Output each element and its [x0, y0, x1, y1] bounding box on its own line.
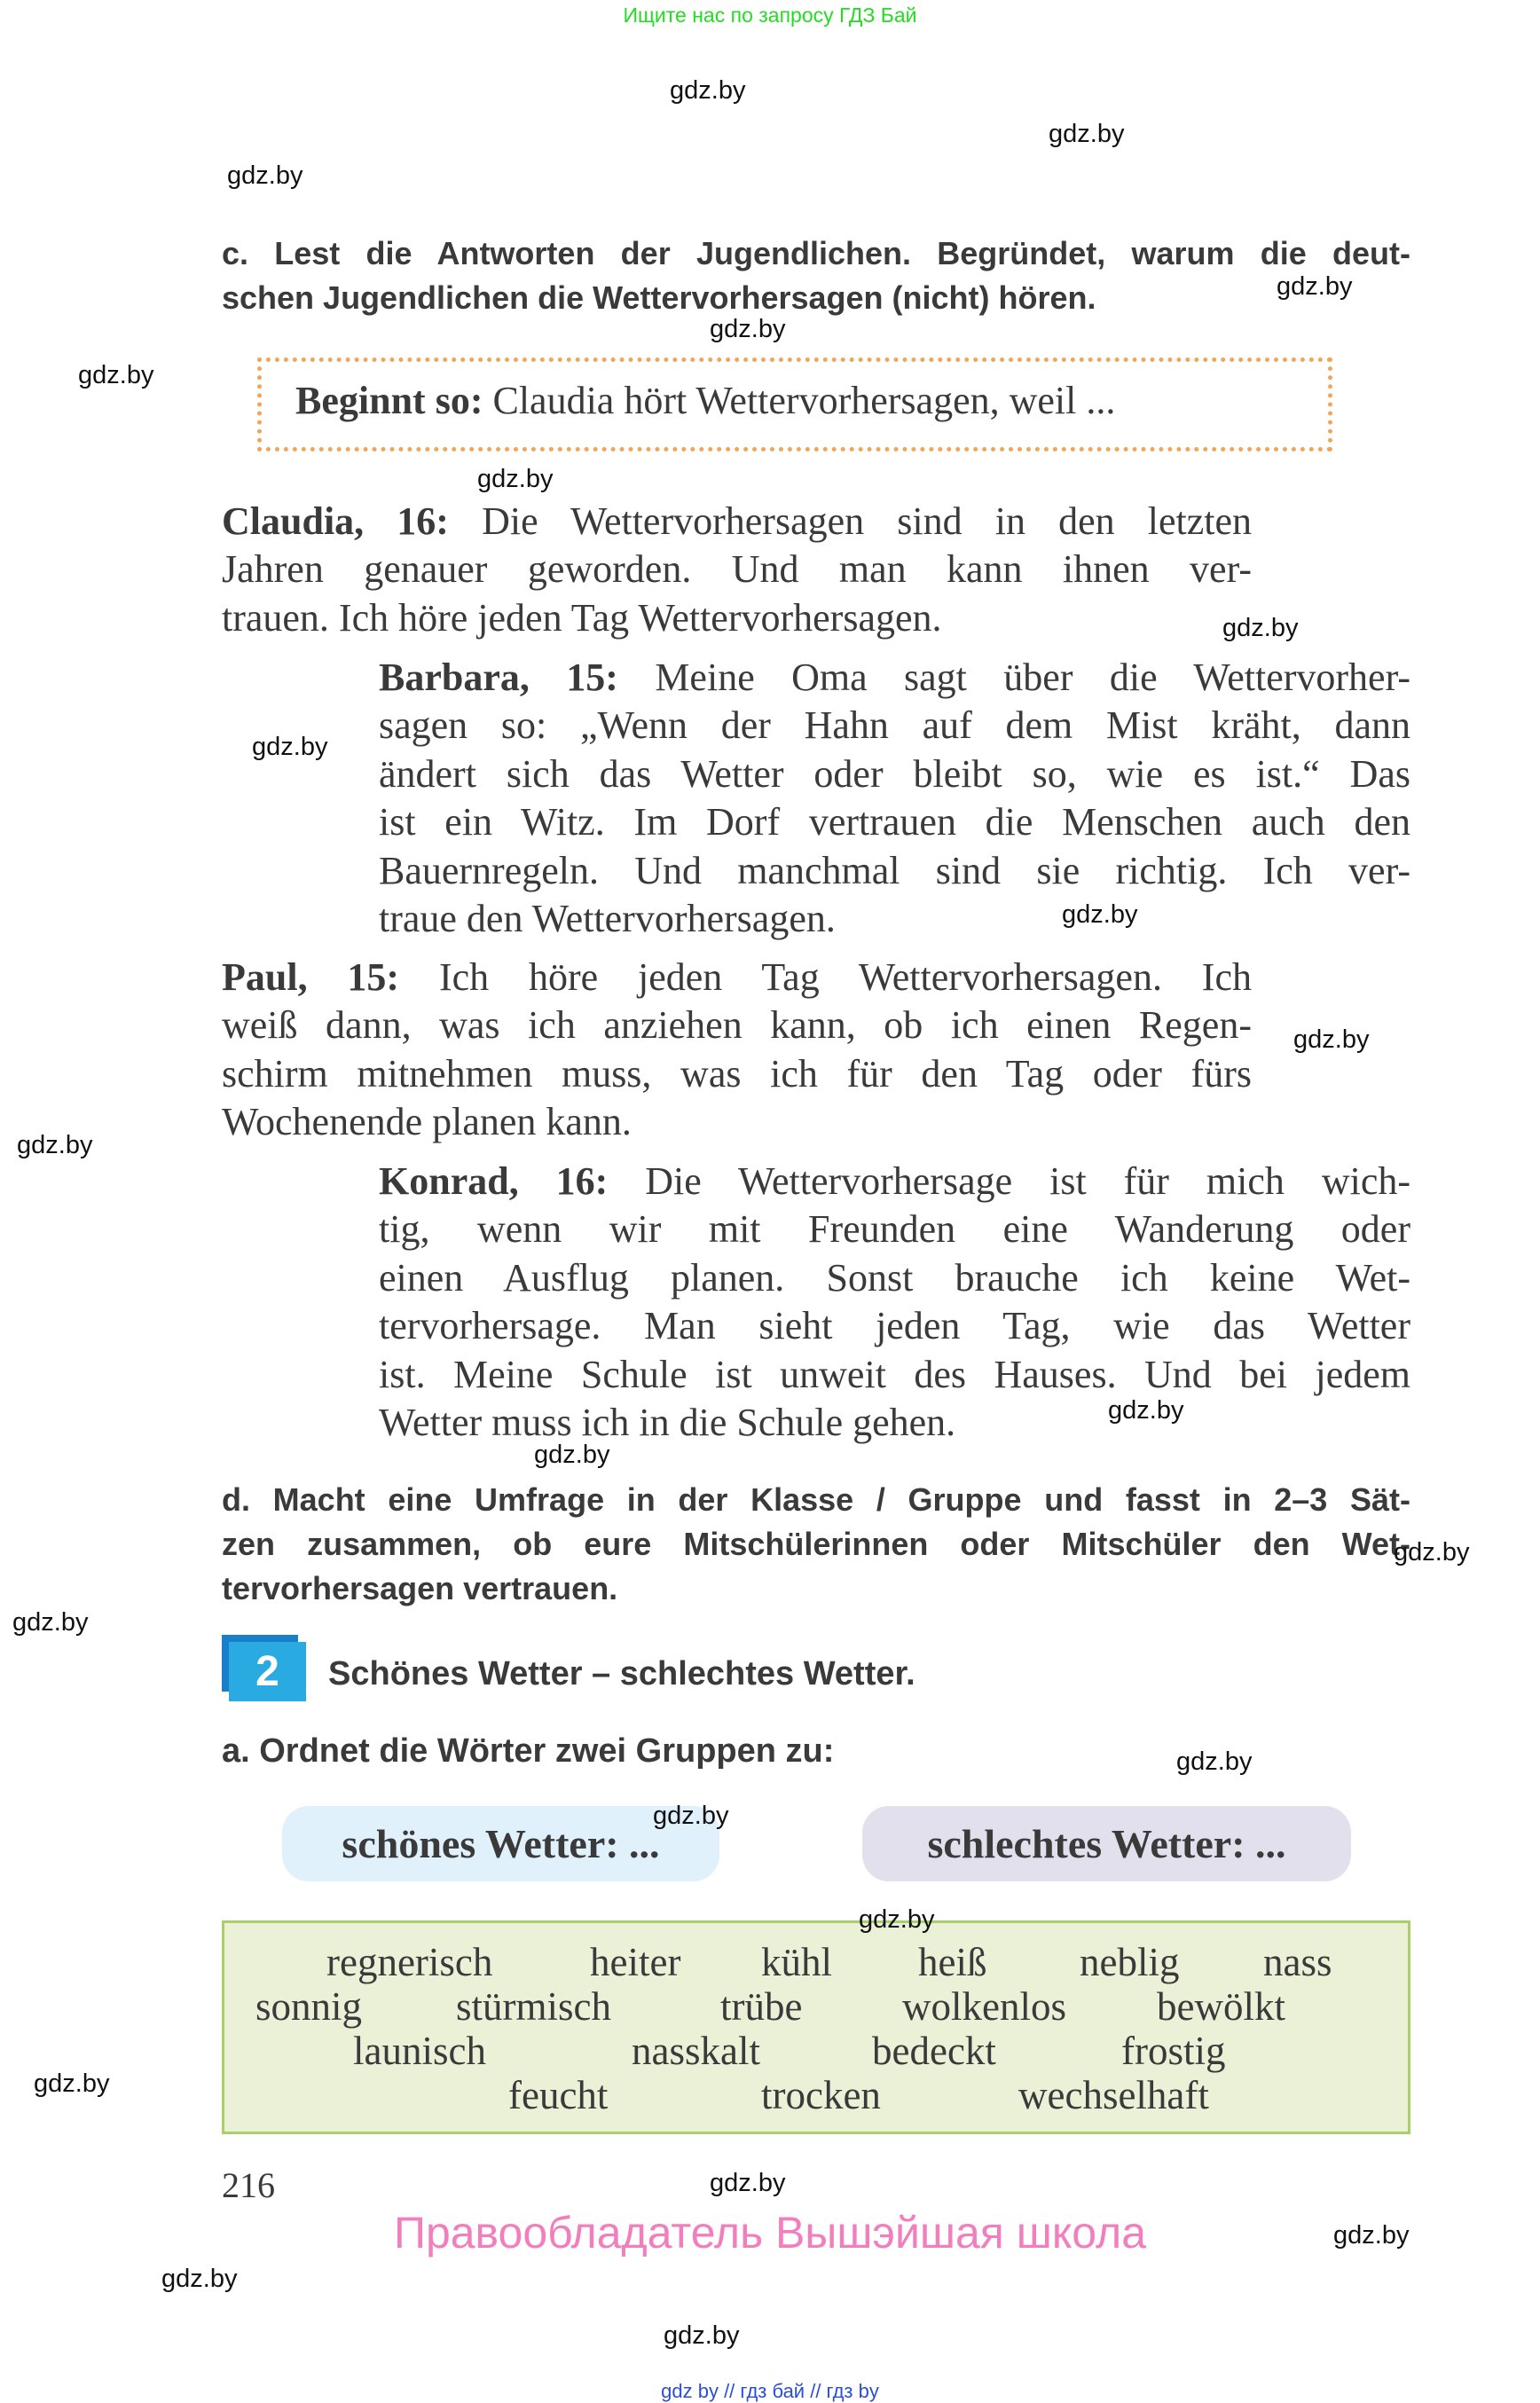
gdz-watermark: gdz.by: [859, 1905, 935, 1934]
answer-line: [379, 654, 1410, 702]
weather-word: heiter: [590, 1940, 681, 1984]
footer-links[interactable]: gdz by // гдз бай // гдз by: [661, 2380, 879, 2402]
task-a-heading: a. Ordnet die Wörter zwei Gruppen zu:: [222, 1732, 835, 1770]
task-c-line: schen Jugendlichen die Wettervorhersagen (nicht) hören.: [222, 279, 1096, 316]
weather-word: launisch: [353, 2029, 486, 2073]
answer-line: [379, 1158, 1410, 1205]
gdz-watermark: gdz.by: [227, 161, 303, 190]
answer-line: einen Ausflug planen. Sonst brauche ich keine Wet-: [379, 1255, 1410, 1300]
hint-label: Beginnt so:: [295, 379, 483, 422]
weather-word: regnerisch: [326, 1940, 493, 1984]
gdz-watermark: gdz.by: [34, 2069, 110, 2098]
weather-word: nasskalt: [632, 2029, 760, 2073]
speaker-name: Claudia, 16:: [222, 499, 449, 543]
answer-line: Jahren genauer geworden. Und man kann ihnen ver-: [222, 547, 1252, 592]
weather-word: wolkenlos: [902, 1984, 1066, 2029]
answer-line: weiß dann, was ich anziehen kann, ob ich einen Regen-: [222, 1003, 1252, 1048]
gdz-watermark: gdz.by: [1108, 1396, 1184, 1425]
gdz-watermark: gdz.by: [1394, 1538, 1470, 1567]
gdz-watermark: gdz.by: [1049, 120, 1125, 148]
answer-line: [222, 954, 1252, 1001]
gdz-watermark: gdz.by: [12, 1608, 89, 1637]
task-d-line: d. Macht eine Umfrage in der Klasse / Gruppe und fasst in 2–3 Sät-: [222, 1481, 1410, 1518]
gdz-watermark: gdz.by: [1277, 272, 1353, 301]
gdz-watermark: gdz.by: [710, 315, 786, 343]
gdz-watermark: gdz.by: [1222, 614, 1299, 642]
answer-text: Die Wettervorhersagen sind in den letzten: [448, 499, 1252, 543]
weather-word: feucht: [508, 2073, 609, 2117]
exercise-number-badge: [222, 1635, 306, 1701]
exercise-number: 2: [229, 1642, 306, 1701]
gdz-watermark: gdz.by: [17, 1131, 93, 1159]
answer-line: schirm mitnehmen muss, was ich für den Tag oder fürs: [222, 1051, 1252, 1095]
gdz-watermark: gdz.by: [1176, 1747, 1253, 1776]
weather-word: stürmisch: [456, 1984, 611, 2029]
answer-line: sagen so: „Wenn der Hahn auf dem Mist kräht, dann: [379, 703, 1410, 748]
gdz-watermark: gdz.by: [161, 2265, 238, 2293]
gdz-watermark: gdz.by: [78, 361, 154, 389]
copyright-notice: Правообладатель Вышэйшая школа: [394, 2208, 1146, 2258]
gdz-watermark: gdz.by: [653, 1802, 729, 1830]
answer-line: ist ein Witz. Im Dorf vertrauen die Menschen auch den: [379, 800, 1410, 844]
answer-line: ist. Meine Schule ist unweit des Hauses. Und bei jedem: [379, 1352, 1410, 1396]
weather-word: trübe: [720, 1984, 803, 2029]
weather-word: bewölkt: [1157, 1984, 1285, 2029]
weather-word: kühl: [761, 1940, 833, 1984]
weather-word: neblig: [1080, 1940, 1180, 1984]
weather-word: nass: [1263, 1940, 1332, 1984]
hint-text: [295, 378, 1115, 423]
task-d-line: tervorhersagen vertrauen.: [222, 1570, 618, 1606]
answer-line: Wochenende planen kann.: [222, 1100, 632, 1144]
answer-line: tervorhersage. Man sieht jeden Tag, wie das Wetter: [379, 1304, 1410, 1348]
weather-word: frostig: [1121, 2029, 1226, 2073]
weather-word: sonnig: [255, 1984, 363, 2029]
bad-weather-group: schlechtes Wetter: ...: [862, 1806, 1351, 1881]
task-d-line: zen zusammen, ob eure Mitschülerinnen oder Mitschüler den Wet-: [222, 1526, 1410, 1562]
answer-line: Wetter muss ich in die Schule gehen.: [379, 1401, 956, 1444]
answer-line: tig, wenn wir mit Freunden eine Wanderung oder: [379, 1207, 1410, 1252]
gdz-watermark: gdz.by: [664, 2321, 740, 2350]
speaker-name: Konrad, 16:: [379, 1159, 609, 1203]
exercise-title: Schönes Wetter – schlechtes Wetter.: [328, 1655, 915, 1692]
gdz-watermark: gdz.by: [1333, 2221, 1410, 2250]
gdz-watermark: gdz.by: [1293, 1025, 1370, 1054]
answer-line: ändert sich das Wetter oder bleibt so, wie es ist.“ Das: [379, 751, 1410, 796]
gdz-watermark: gdz.by: [252, 733, 328, 761]
gdz-watermark: gdz.by: [710, 2169, 786, 2197]
gdz-watermark: gdz.by: [670, 76, 746, 105]
search-hint-banner: Ищите нас по запросу ГДЗ Бай: [623, 4, 917, 27]
weather-word: bedeckt: [872, 2029, 996, 2073]
gdz-watermark: gdz.by: [477, 465, 554, 493]
weather-word: trocken: [761, 2073, 881, 2117]
answer-line: [222, 498, 1252, 546]
weather-word: heiß: [918, 1940, 987, 1984]
answer-line: Bauernregeln. Und manchmal sind sie richtig. Ich ver-: [379, 848, 1410, 892]
answer-text: Meine Oma sagt über die Wettervorher-: [617, 656, 1410, 699]
page-number: 216: [222, 2165, 275, 2205]
gdz-watermark: gdz.by: [1062, 900, 1138, 929]
task-c-line: c. Lest die Antworten der Jugendlichen. Begründet, warum die deut-: [222, 235, 1410, 271]
answer-text: Die Wettervorhersage ist für mich wich-: [608, 1159, 1410, 1203]
gdz-watermark: gdz.by: [534, 1441, 610, 1469]
good-weather-group: schönes Wetter: ...: [282, 1806, 719, 1881]
weather-word: wechselhaft: [1018, 2073, 1209, 2117]
answer-line: trauen. Ich höre jeden Tag Wettervorhersagen.: [222, 595, 942, 640]
speaker-name: Barbara, 15:: [379, 656, 618, 699]
speaker-name: Paul, 15:: [222, 955, 400, 999]
hint-body: Claudia hört Wettervorhersagen, weil ...: [483, 379, 1116, 422]
answer-text: Ich höre jeden Tag Wettervorhersagen. Ich: [399, 955, 1252, 999]
answer-line: traue den Wettervorhersagen.: [379, 897, 836, 940]
